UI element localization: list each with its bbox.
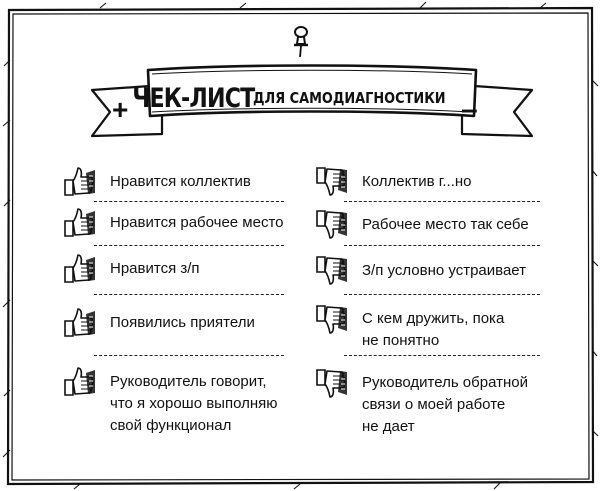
divider (344, 294, 540, 295)
con-item (314, 166, 471, 196)
pro-item-text: Руководитель говорит, что я хорошо выполняю свой функционал (110, 373, 278, 434)
minus-sign: – (461, 93, 478, 126)
pro-item (62, 166, 251, 196)
pro-item (62, 207, 284, 237)
con-item-text: Коллектив г...но (362, 173, 472, 190)
plus-sign: + (112, 94, 129, 125)
checklist-title (132, 78, 446, 118)
divider (344, 201, 540, 202)
thumbs-up-icon (62, 307, 96, 337)
pro-item (62, 253, 200, 283)
con-item (314, 304, 504, 352)
pro-item-text: Появились приятели (110, 314, 255, 331)
pro-item (62, 307, 255, 337)
title-main: ЧЕК-ЛИСТ (132, 82, 255, 114)
con-item (314, 368, 528, 438)
divider (344, 355, 540, 356)
pro-item-text: Нравится коллектив (110, 173, 251, 190)
title-sub: ДЛЯ САМОДИАГНОСТИКИ (253, 89, 446, 107)
thumbs-down-icon (314, 368, 348, 398)
con-item-text: Руководитель обратной связи о моей работе не дает (362, 374, 528, 435)
thumbs-up-icon (62, 366, 96, 396)
thumbs-up-icon (62, 253, 96, 283)
con-item-text: С кем дружить, пока не понятно (362, 310, 505, 349)
thumbs-up-icon (62, 166, 96, 196)
thumbs-down-icon (314, 209, 348, 239)
divider (94, 245, 284, 246)
pro-item-text: Нравится з/п (110, 260, 200, 277)
thumbs-up-icon (62, 207, 96, 237)
divider (94, 201, 284, 202)
thumbs-down-icon (314, 166, 348, 196)
pushpin-icon (288, 24, 314, 60)
divider (94, 294, 284, 295)
con-item-text: З/п условно устраивает (362, 262, 526, 279)
thumbs-down-icon (314, 304, 348, 334)
divider (94, 355, 284, 356)
con-item-text: Рабочее место так себе (362, 216, 529, 233)
thumbs-down-icon (314, 255, 348, 285)
pro-item (62, 366, 278, 437)
pro-item-text: Нравится рабочее место (110, 214, 284, 231)
con-item (314, 209, 529, 239)
divider (344, 245, 540, 246)
con-item (314, 255, 526, 285)
